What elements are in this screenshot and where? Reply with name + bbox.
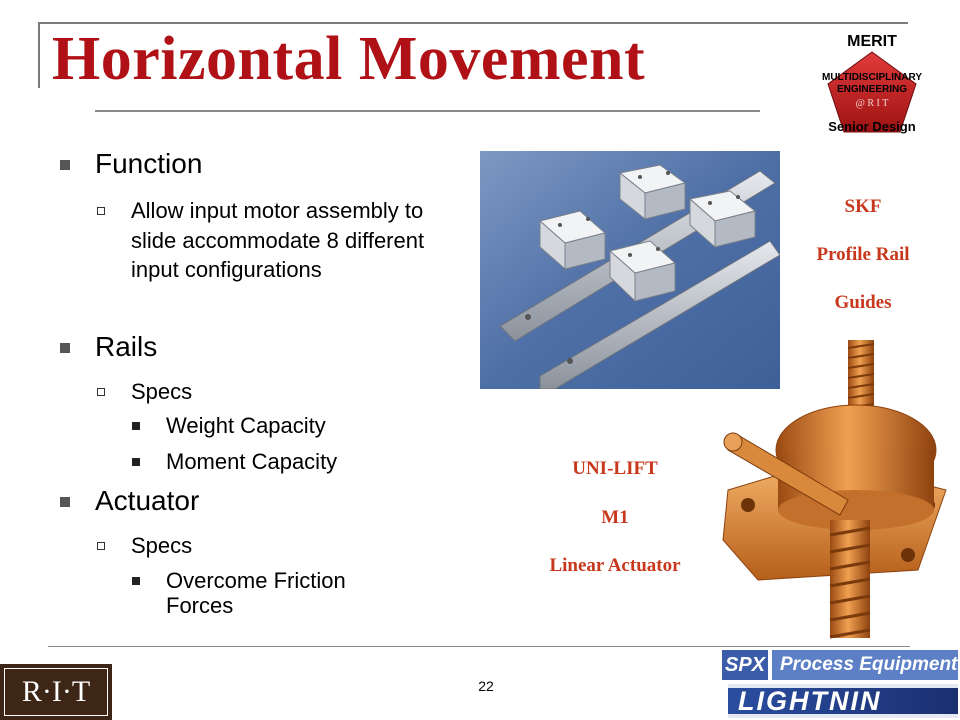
skf-caption-line2: Profile Rail xyxy=(816,244,910,265)
unilift-caption-line3: Linear Actuator xyxy=(549,555,681,576)
footer-rule xyxy=(48,646,910,647)
bullet-actuator-friction xyxy=(132,568,412,622)
rit-logo-text: R·I·T xyxy=(4,668,108,716)
unilift-caption-line2: M1 xyxy=(601,507,629,528)
spx-process-equipment-logo xyxy=(722,650,958,680)
spx-text: SPX xyxy=(722,650,768,680)
bullet-rails-weight xyxy=(132,413,412,439)
merit-mid1-text: MULTIDISCIPLINARY xyxy=(822,72,922,83)
unilift-caption-line1: UNI-LIFT xyxy=(572,458,658,479)
bullet-actuator xyxy=(60,485,460,519)
bullet-actuator-specs xyxy=(97,531,457,561)
bullet-rails-moment xyxy=(132,449,412,475)
square-bullet-icon xyxy=(60,343,70,353)
hollow-square-bullet-icon xyxy=(97,542,105,550)
skf-caption-line3: Guides xyxy=(834,292,892,313)
page-number: 22 xyxy=(478,678,494,694)
screw-jack-actuator-photo xyxy=(718,340,950,640)
bullet-actuator-friction-text: Overcome Friction Forces xyxy=(166,568,346,618)
skf-caption-line1: SKF xyxy=(844,196,882,217)
merit-top-text: MERIT xyxy=(847,33,897,50)
square-bullet-icon xyxy=(60,160,70,170)
square-bullet-icon xyxy=(132,422,140,430)
lightnin-logo xyxy=(728,684,958,718)
merit-rit-text: @ R I T xyxy=(855,98,889,109)
slide-title: Horizontal Movement xyxy=(52,25,646,93)
merit-mid2-text: ENGINEERING xyxy=(836,84,908,95)
bullet-function-sub xyxy=(97,196,457,316)
hollow-square-bullet-icon xyxy=(97,207,105,215)
square-bullet-icon xyxy=(132,458,140,466)
lightnin-text: LIGHTNIN xyxy=(738,686,882,716)
bullet-function xyxy=(60,148,460,182)
square-bullet-icon xyxy=(60,497,70,507)
rit-logo xyxy=(0,664,112,720)
square-bullet-icon xyxy=(132,577,140,585)
bullet-rails-specs xyxy=(97,377,457,407)
process-equipment-text: Process Equipment xyxy=(772,650,958,680)
bullet-function-sub-text: Allow input motor assembly to slide accommodate 8 different input configurations xyxy=(131,198,425,282)
bullet-rails-specs-text: Specs xyxy=(131,379,193,404)
merit-logo xyxy=(808,30,936,138)
bullet-rails-weight-text: Weight Capacity xyxy=(166,413,326,438)
title-underline xyxy=(95,110,760,112)
bullet-actuator-specs-text: Specs xyxy=(131,533,193,558)
title-frame-left xyxy=(38,22,40,88)
bullet-rails xyxy=(60,331,460,365)
bullet-rails-moment-text: Moment Capacity xyxy=(166,449,338,474)
hollow-square-bullet-icon xyxy=(97,388,105,396)
bullet-actuator-text: Actuator xyxy=(95,485,200,516)
merit-bottom-text: Senior Design xyxy=(828,119,916,134)
bullet-function-text: Function xyxy=(95,148,203,179)
bullet-rails-text: Rails xyxy=(95,331,158,362)
